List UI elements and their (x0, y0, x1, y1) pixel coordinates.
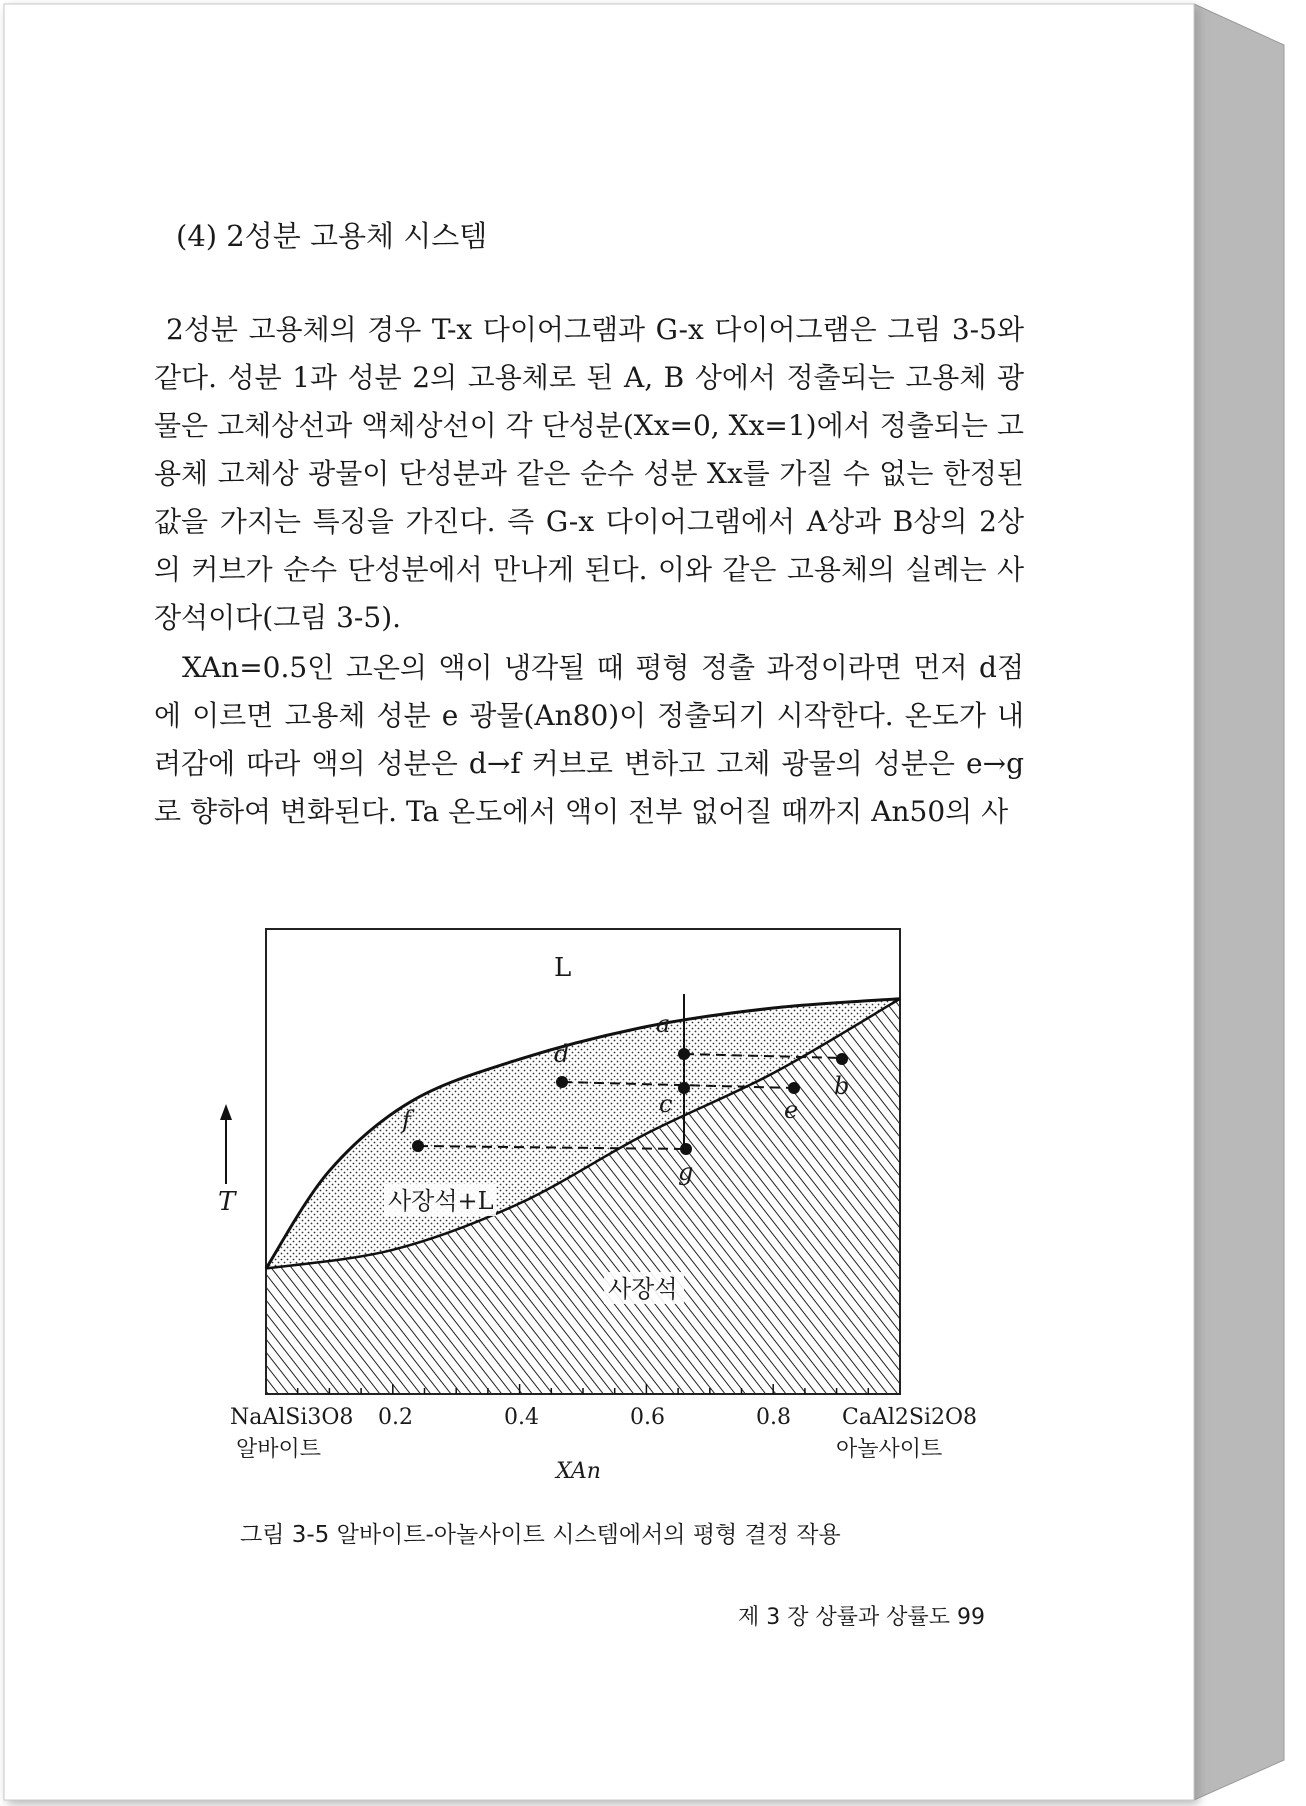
section-heading: (4) 2성분 고용체 시스템 (176, 219, 488, 253)
point-b (836, 1053, 848, 1065)
figure-caption: 그림 3-5 알바이트-아놀사이트 시스템에서의 평형 결정 작용 (240, 1522, 841, 1548)
x-tick-label: 0.8 (756, 1405, 791, 1430)
x-tick-label: 0.2 (378, 1405, 413, 1430)
point-label: d (554, 1040, 570, 1068)
y-axis-label: T (218, 1187, 236, 1217)
point-d (556, 1076, 568, 1088)
paragraph: 2성분 고용체의 경우 T-x 다이어그램과 G-x 다이어그램은 그림 3-5와 같다. 성분 1과 성분 2의 고용체로 된 A, B 상에서 정출되는 고용체 광물은 고체상선과 액체상선이 각 단성분(Xx=0, Xx=1)에서 정출되는 고용체 고체상 광물이 단성분과 같은 순수 성분 Xx를 가질 수 없는 한정된 값을 가지는 특징을 가진다. 즉 G-x 다이어그램에서 A상과 B상의 2상의 커브가 순수 단성분에서 만나게 된다. 이와 같은 고용체의 실례는 사장석이다(그림 3-5). (154, 313, 1024, 634)
point-label: e (784, 1096, 799, 1124)
page-content (4, 4, 1194, 1794)
paragraph: XAn=0.5인 고온의 액이 냉각될 때 평형 정출 과정이라면 먼저 d점에 이르면 고용체 성분 e 광물(An80)이 정출되기 시작한다. 온도가 내려감에 따라 액의 성분은 d→f 커브로 변하고 고체 광물의 성분은 e→g로 향하여 변화된다. Ta 온도에서 액이 전부 없어질 때까지 An50의 사 (154, 651, 1024, 828)
x-axis-label: XAn (556, 1459, 601, 1484)
region-solid-label: 사장석 (608, 1275, 678, 1303)
left-endmember-formula: NaAlSi3O8 (230, 1405, 354, 1430)
region-two-phase-label: 사장석+L (388, 1187, 494, 1215)
right-endmember-name: 아놀사이트 (836, 1437, 943, 1462)
page-footer: 제 3 장 상률과 상률도 99 (738, 1605, 985, 1630)
point-c (678, 1082, 690, 1094)
point-e (788, 1082, 800, 1094)
point-label: b (834, 1072, 850, 1100)
point-label: c (659, 1090, 673, 1118)
point-g (680, 1143, 692, 1155)
point-label: g (678, 1158, 694, 1186)
x-tick-label: 0.6 (630, 1405, 665, 1430)
point-label: f (402, 1106, 411, 1134)
book-spine-side (1194, 4, 1284, 1800)
left-endmember-name: 알바이트 (236, 1437, 322, 1462)
point-label: a (656, 1010, 671, 1038)
point-f (412, 1140, 424, 1152)
point-a (678, 1048, 690, 1060)
y-axis-arrowhead (220, 1104, 232, 1120)
region-liquid-label: L (554, 953, 572, 983)
x-tick-label: 0.4 (504, 1405, 539, 1430)
right-endmember-formula: CaAl2Si2O8 (842, 1405, 978, 1430)
